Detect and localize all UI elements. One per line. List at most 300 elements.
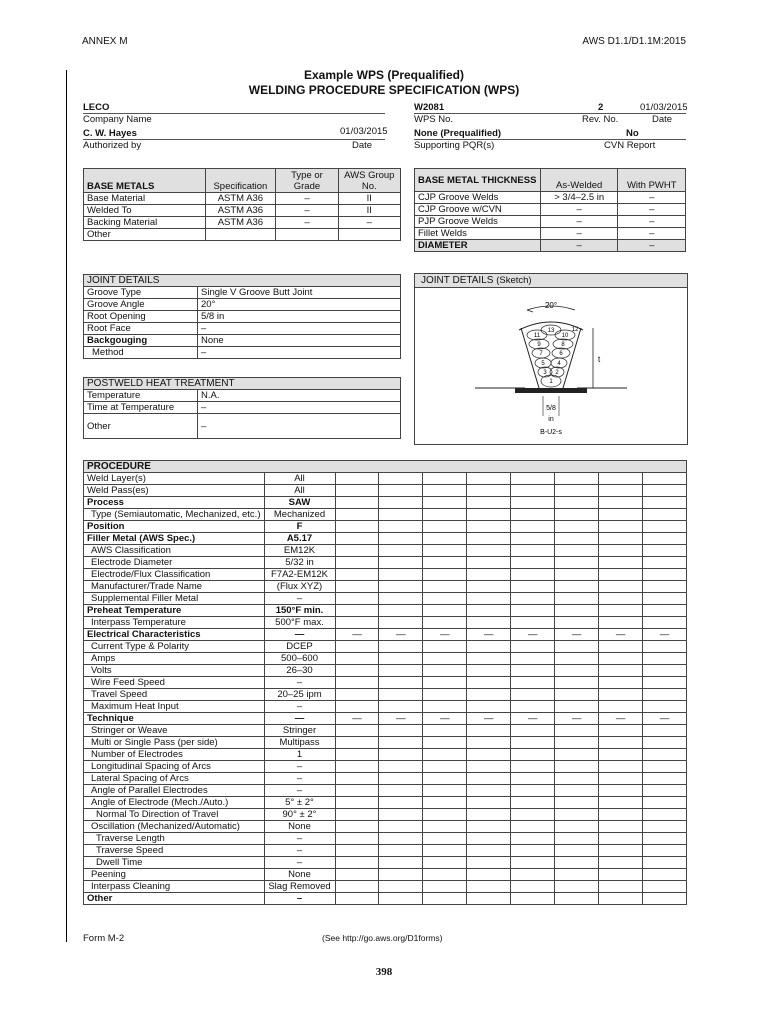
procedure-extra-cell [599, 677, 643, 689]
annex-label: ANNEX M [82, 36, 128, 47]
procedure-extra-cell [335, 857, 379, 869]
procedure-label: Volts [84, 665, 265, 677]
procedure-extra-cell [511, 605, 555, 617]
procedure-extra-cell [511, 641, 555, 653]
procedure-extra-cell [423, 497, 467, 509]
table-row [84, 414, 401, 439]
procedure-extra-cell [467, 533, 511, 545]
procedure-row [84, 653, 687, 665]
table-row [84, 402, 401, 414]
row-label: Backing Material [84, 217, 206, 229]
procedure-extra-cell [555, 821, 599, 833]
procedure-extra-cell [379, 593, 423, 605]
angle-arrow-left [527, 310, 533, 312]
group-cell: – [338, 217, 400, 229]
procedure-row [84, 545, 687, 557]
procedure-extra-cell [467, 701, 511, 713]
pwht-cell: – [618, 228, 686, 240]
procedure-extra-cell [643, 845, 687, 857]
procedure-value: 20–25 ipm [264, 689, 335, 701]
procedure-extra-cell [335, 677, 379, 689]
procedure-label: Dwell Time [84, 857, 265, 869]
pwht-cell: – [618, 216, 686, 228]
procedure-extra-cell [379, 893, 423, 905]
procedure-extra-cell [599, 881, 643, 893]
procedure-extra-cell [423, 809, 467, 821]
pass-number: 11 [533, 333, 541, 339]
procedure-extra-cell [599, 857, 643, 869]
procedure-extra-cell [643, 653, 687, 665]
procedure-extra-cell [423, 653, 467, 665]
procedure-extra-cell [335, 737, 379, 749]
procedure-extra-cell [467, 569, 511, 581]
procedure-value: – [264, 893, 335, 905]
procedure-extra-cell [335, 509, 379, 521]
grade-cell: – [276, 193, 338, 205]
procedure-extra-cell [555, 689, 599, 701]
procedure-extra-cell [643, 521, 687, 533]
procedure-extra-cell [379, 773, 423, 785]
procedure-extra-cell [643, 593, 687, 605]
row-label: Other [84, 229, 206, 241]
sketch-heading-bar [415, 274, 687, 288]
procedure-extra-cell [511, 689, 555, 701]
procedure-extra-cell [467, 545, 511, 557]
procedure-extra-cell [467, 581, 511, 593]
grade-cell: – [276, 217, 338, 229]
procedure-extra-cell [555, 473, 599, 485]
pqr-value: None (Prequalified) [414, 128, 686, 140]
procedure-label: Multi or Single Pass (per side) [84, 737, 265, 749]
procedure-value: F7A2-EM12K [264, 569, 335, 581]
pwht-heading: With PWHT [618, 169, 686, 192]
procedure-value: (Flux XYZ) [264, 581, 335, 593]
spec-cell: ASTM A36 [205, 217, 276, 229]
table-row [84, 323, 401, 335]
procedure-extra-cell [379, 737, 423, 749]
procedure-extra-cell [555, 557, 599, 569]
procedure-extra-cell [467, 809, 511, 821]
procedure-row [84, 629, 687, 641]
thickness-heading: BASE METAL THICKNESS [415, 169, 541, 192]
procedure-label: Electrical Characteristics [84, 629, 265, 641]
procedure-row [84, 809, 687, 821]
table-row [415, 216, 686, 228]
procedure-extra-cell [379, 845, 423, 857]
procedure-extra-cell [599, 773, 643, 785]
procedure-extra-cell [467, 653, 511, 665]
procedure-extra-cell [335, 821, 379, 833]
procedure-extra-cell: — [555, 629, 599, 641]
procedure-extra-cell [379, 473, 423, 485]
procedure-extra-cell [511, 653, 555, 665]
procedure-value: 1 [264, 749, 335, 761]
procedure-label: Process [84, 497, 265, 509]
row-label: Temperature [84, 390, 198, 402]
procedure-extra-cell [555, 869, 599, 881]
wps-no-label: WPS No. [414, 114, 454, 125]
procedure-extra-cell [379, 881, 423, 893]
row-label: Method [84, 347, 198, 359]
procedure-extra-cell [511, 497, 555, 509]
procedure-extra-cell [423, 857, 467, 869]
procedure-extra-cell [511, 593, 555, 605]
procedure-value: All [264, 473, 335, 485]
procedure-extra-cell [467, 773, 511, 785]
angle-label: 20° [544, 301, 558, 310]
rev-no-label: Rev. No. [582, 114, 619, 125]
procedure-extra-cell [379, 821, 423, 833]
procedure-extra-cell [335, 557, 379, 569]
procedure-extra-cell [643, 677, 687, 689]
row-label: Root Opening [84, 311, 198, 323]
procedure-extra-cell [555, 521, 599, 533]
procedure-extra-cell [599, 653, 643, 665]
procedure-extra-cell [423, 545, 467, 557]
procedure-label: Filler Metal (AWS Spec.) [84, 533, 265, 545]
company-name-label: Company Name [83, 114, 152, 125]
thickness-table [414, 168, 686, 252]
procedure-value: Mechanized [264, 509, 335, 521]
auth-date-label: Date [352, 140, 373, 151]
thickness-label: t [598, 355, 601, 364]
procedure-extra-cell [511, 857, 555, 869]
procedure-row [84, 737, 687, 749]
procedure-extra-cell [379, 809, 423, 821]
procedure-extra-cell [643, 821, 687, 833]
procedure-extra-cell [555, 485, 599, 497]
procedure-extra-cell [423, 605, 467, 617]
procedure-extra-cell [599, 509, 643, 521]
procedure-extra-cell [467, 869, 511, 881]
procedure-extra-cell [555, 677, 599, 689]
procedure-label: Travel Speed [84, 689, 265, 701]
procedure-label: Electrode/Flux Classification [84, 569, 265, 581]
procedure-extra-cell [643, 665, 687, 677]
procedure-extra-cell [423, 761, 467, 773]
procedure-extra-cell [643, 509, 687, 521]
procedure-label: Weld Pass(es) [84, 485, 265, 497]
procedure-extra-cell [599, 833, 643, 845]
procedure-row [84, 677, 687, 689]
procedure-extra-cell [599, 545, 643, 557]
procedure-value: – [264, 761, 335, 773]
procedure-extra-cell [467, 473, 511, 485]
row-label: Backgouging [84, 335, 198, 347]
row-value: 5/8 in [198, 311, 401, 323]
procedure-extra-cell [335, 845, 379, 857]
procedure-value: 5° ± 2° [264, 797, 335, 809]
procedure-extra-cell [335, 497, 379, 509]
procedure-extra-cell [335, 701, 379, 713]
procedure-extra-cell [511, 677, 555, 689]
row-label: Base Material [84, 193, 206, 205]
procedure-value: – [264, 845, 335, 857]
procedure-extra-cell [511, 749, 555, 761]
row-label: Time at Temperature [84, 402, 198, 414]
table-row [415, 240, 686, 252]
procedure-label: Peening [84, 869, 265, 881]
procedure-extra-cell [335, 869, 379, 881]
procedure-extra-cell: — [379, 713, 423, 725]
authorized-by-label: Authorized by [83, 140, 142, 151]
procedure-extra-cell [599, 497, 643, 509]
procedure-extra-cell [643, 605, 687, 617]
rev-date-value: 01/03/2015 [640, 102, 688, 113]
procedure-value: SAW [264, 497, 335, 509]
procedure-extra-cell [423, 737, 467, 749]
procedure-row [84, 845, 687, 857]
procedure-extra-cell [467, 797, 511, 809]
procedure-extra-cell [555, 569, 599, 581]
forms-link: (See http://go.aws.org/D1forms) [322, 933, 443, 943]
procedure-extra-cell [379, 509, 423, 521]
procedure-extra-cell: — [511, 713, 555, 725]
row-value: – [198, 347, 401, 359]
procedure-label: Angle of Electrode (Mech./Auto.) [84, 797, 265, 809]
procedure-extra-cell: — [643, 629, 687, 641]
table-row [84, 335, 401, 347]
procedure-extra-cell [555, 497, 599, 509]
procedure-label: Supplemental Filler Metal [84, 593, 265, 605]
cvn-label: CVN Report [604, 140, 656, 151]
as-welded-cell: – [540, 216, 618, 228]
procedure-extra-cell [643, 761, 687, 773]
procedure-extra-cell [643, 809, 687, 821]
table-row [415, 192, 686, 204]
procedure-extra-cell [555, 725, 599, 737]
procedure-extra-cell [511, 809, 555, 821]
procedure-extra-cell [599, 533, 643, 545]
procedure-value: – [264, 593, 335, 605]
grade-heading: Type or Grade [276, 169, 338, 193]
row-value: 20° [198, 299, 401, 311]
procedure-row [84, 641, 687, 653]
procedure-extra-cell [511, 881, 555, 893]
procedure-extra-cell [599, 701, 643, 713]
procedure-extra-cell [335, 689, 379, 701]
pass-number: 8 [561, 342, 565, 348]
procedure-extra-cell [511, 725, 555, 737]
procedure-extra-cell [423, 533, 467, 545]
procedure-label: Lateral Spacing of Arcs [84, 773, 265, 785]
procedure-extra-cell [555, 737, 599, 749]
procedure-row [84, 749, 687, 761]
procedure-extra-cell [555, 641, 599, 653]
procedure-value: – [264, 785, 335, 797]
procedure-value: A5.17 [264, 533, 335, 545]
procedure-extra-cell [423, 569, 467, 581]
procedure-extra-cell [555, 773, 599, 785]
procedure-extra-cell [599, 725, 643, 737]
procedure-value: – [264, 857, 335, 869]
procedure-extra-cell [555, 833, 599, 845]
procedure-extra-cell [511, 617, 555, 629]
row-label: Other [84, 414, 198, 439]
procedure-extra-cell [643, 533, 687, 545]
procedure-row [84, 881, 687, 893]
procedure-extra-cell [335, 641, 379, 653]
row-value: – [198, 402, 401, 414]
procedure-extra-cell [511, 581, 555, 593]
procedure-extra-cell [335, 545, 379, 557]
procedure-extra-cell [599, 485, 643, 497]
procedure-extra-cell [423, 881, 467, 893]
spec-cell: ASTM A36 [205, 205, 276, 217]
procedure-extra-cell [555, 581, 599, 593]
procedure-heading: PROCEDURE [84, 461, 687, 473]
procedure-extra-cell [379, 557, 423, 569]
procedure-value: – [264, 833, 335, 845]
procedure-value: Stringer [264, 725, 335, 737]
procedure-value: 90° ± 2° [264, 809, 335, 821]
procedure-extra-cell [423, 869, 467, 881]
procedure-value: – [264, 773, 335, 785]
procedure-extra-cell [643, 749, 687, 761]
procedure-extra-cell [511, 665, 555, 677]
joint-details-heading: JOINT DETAILS [84, 275, 401, 287]
procedure-extra-cell: — [335, 713, 379, 725]
procedure-extra-cell [335, 485, 379, 497]
root-label: 5/8 [546, 405, 556, 412]
procedure-extra-cell [555, 785, 599, 797]
as-welded-cell: – [540, 228, 618, 240]
form-number: Form M-2 [83, 933, 125, 944]
procedure-extra-cell [643, 701, 687, 713]
procedure-extra-cell [423, 509, 467, 521]
pqr-label: Supporting PQR(s) [414, 140, 495, 151]
spec-heading: Specification [205, 169, 276, 193]
table-row [415, 228, 686, 240]
procedure-extra-cell: — [379, 629, 423, 641]
procedure-row [84, 701, 687, 713]
procedure-value: – [264, 677, 335, 689]
pass-number: 6 [559, 351, 563, 357]
procedure-extra-cell [335, 569, 379, 581]
procedure-label: Wire Feed Speed [84, 677, 265, 689]
procedure-extra-cell [335, 665, 379, 677]
pass-number: 10 [561, 333, 569, 339]
procedure-label: AWS Classification [84, 545, 265, 557]
procedure-extra-cell [423, 833, 467, 845]
table-row [84, 347, 401, 359]
procedure-label: Technique [84, 713, 265, 725]
page-title: Example WPS (Prequalified) [303, 68, 465, 82]
procedure-extra-cell: — [643, 713, 687, 725]
table-row [84, 311, 401, 323]
row-value: Single V Groove Butt Joint [198, 287, 401, 299]
procedure-extra-cell [599, 617, 643, 629]
procedure-extra-cell [423, 641, 467, 653]
procedure-extra-cell [643, 869, 687, 881]
procedure-extra-cell [423, 521, 467, 533]
procedure-extra-cell [599, 593, 643, 605]
grade-cell: – [276, 205, 338, 217]
procedure-extra-cell [511, 845, 555, 857]
procedure-extra-cell [335, 593, 379, 605]
procedure-label: Type (Semiautomatic, Mechanized, etc.) [84, 509, 265, 521]
procedure-extra-cell [467, 785, 511, 797]
procedure-extra-cell [379, 485, 423, 497]
procedure-extra-cell [467, 833, 511, 845]
procedure-label: Manufacturer/Trade Name [84, 581, 265, 593]
procedure-extra-cell [379, 857, 423, 869]
pass-number: 2 [555, 370, 559, 376]
row-label: Groove Angle [84, 299, 198, 311]
procedure-extra-cell [423, 689, 467, 701]
procedure-extra-cell [599, 797, 643, 809]
joint-designation: B-U2-s [540, 429, 562, 436]
procedure-row [84, 509, 687, 521]
table-row [84, 229, 401, 241]
procedure-extra-cell [423, 485, 467, 497]
procedure-extra-cell [379, 653, 423, 665]
table-row [415, 204, 686, 216]
procedure-extra-cell [335, 797, 379, 809]
procedure-extra-cell: — [423, 713, 467, 725]
procedure-extra-cell [599, 893, 643, 905]
procedure-extra-cell [379, 761, 423, 773]
procedure-extra-cell [599, 869, 643, 881]
procedure-extra-cell [643, 485, 687, 497]
procedure-extra-cell [335, 533, 379, 545]
procedure-value: DCEP [264, 641, 335, 653]
procedure-extra-cell: — [599, 713, 643, 725]
row-value: – [198, 414, 401, 439]
row-label: Root Face [84, 323, 198, 335]
procedure-row [84, 797, 687, 809]
procedure-value: EM12K [264, 545, 335, 557]
procedure-extra-cell [599, 749, 643, 761]
procedure-row [84, 893, 687, 905]
procedure-extra-cell [643, 773, 687, 785]
grade-cell [276, 229, 338, 241]
base-metals-heading: BASE METALS [84, 169, 206, 193]
procedure-row [84, 689, 687, 701]
procedure-row [84, 665, 687, 677]
procedure-extra-cell [379, 689, 423, 701]
procedure-extra-cell [379, 545, 423, 557]
procedure-value: Slag Removed [264, 881, 335, 893]
procedure-extra-cell [599, 809, 643, 821]
row-label: CJP Groove w/CVN [415, 204, 541, 216]
procedure-extra-cell [467, 497, 511, 509]
wps-no-value: W2081 [414, 102, 686, 114]
pwht-table [83, 377, 401, 439]
group-cell: II [338, 205, 400, 217]
procedure-extra-cell [511, 761, 555, 773]
procedure-extra-cell [511, 521, 555, 533]
procedure-label: Other [84, 893, 265, 905]
root-unit-label: in [548, 416, 554, 423]
procedure-extra-cell [379, 797, 423, 809]
procedure-value: 26–30 [264, 665, 335, 677]
as-welded-heading: As-Welded [540, 169, 618, 192]
procedure-extra-cell [643, 689, 687, 701]
procedure-extra-cell [335, 617, 379, 629]
procedure-extra-cell [599, 761, 643, 773]
procedure-extra-cell [423, 617, 467, 629]
as-welded-cell: – [540, 240, 618, 252]
procedure-extra-cell [335, 809, 379, 821]
procedure-extra-cell [423, 557, 467, 569]
procedure-label: Interpass Temperature [84, 617, 265, 629]
procedure-row [84, 617, 687, 629]
procedure-extra-cell [555, 857, 599, 869]
pass-number: 5 [541, 361, 545, 367]
procedure-row [84, 785, 687, 797]
row-value: N.A. [198, 390, 401, 402]
